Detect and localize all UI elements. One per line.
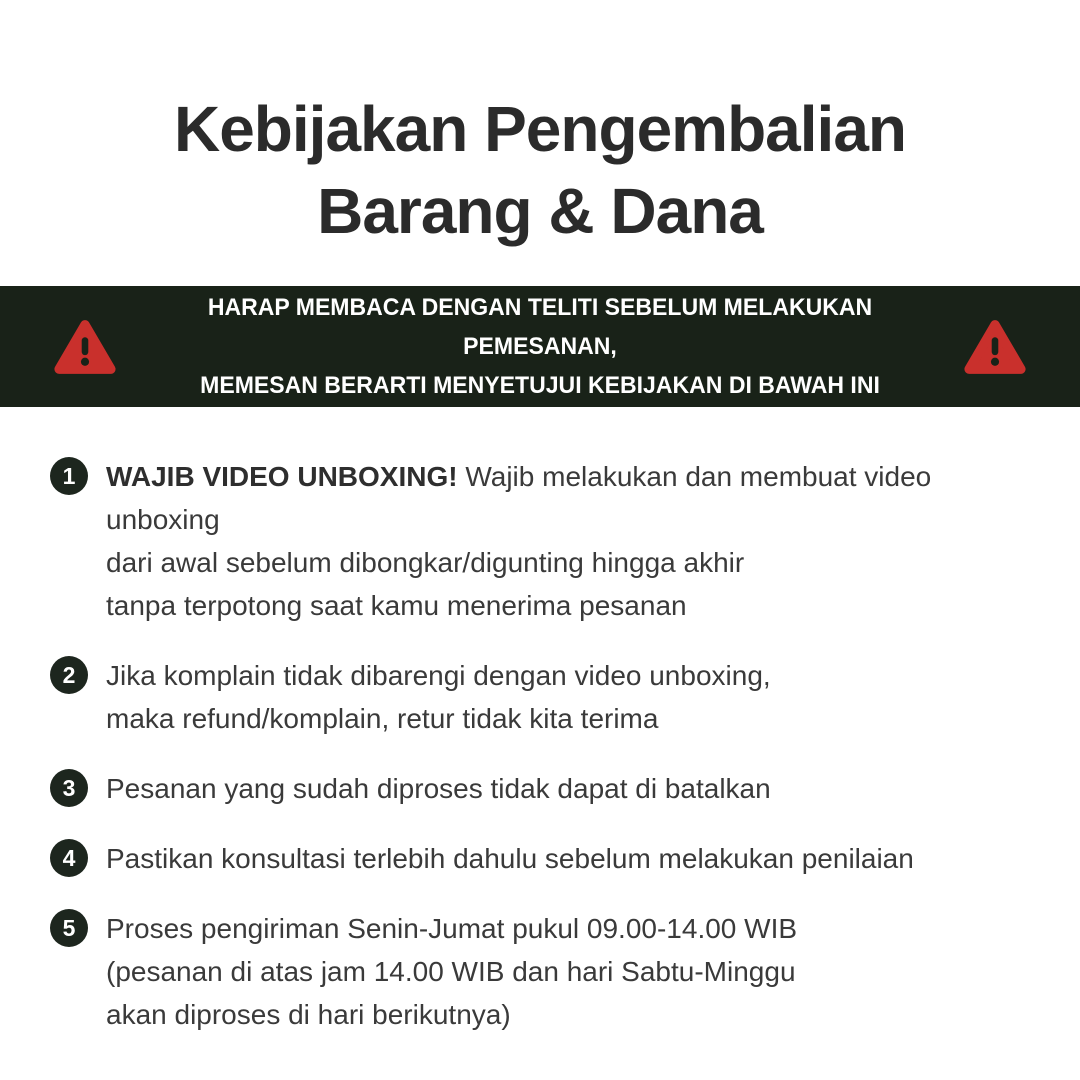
policy-item (50, 455, 1040, 627)
policy-item (50, 907, 1040, 1036)
warning-banner-text (135, 288, 945, 405)
page-title (0, 0, 1080, 252)
policy-number-badge (50, 909, 88, 947)
warning-banner-line2: MEMESAN BERARTI MENYETUJUI KEBIJAKAN DI BAWAH INI (200, 372, 880, 399)
warning-triangle-icon (962, 318, 1028, 376)
policy-text: WAJIB VIDEO UNBOXING! Wajib melakukan dan membuat video unboxing dari awal sebelum dibongkar/digunting hingga akhir tanpa terpotong saat kamu menerima pesanan (106, 461, 932, 621)
warning-banner (0, 286, 1080, 407)
warning-triangle-icon (52, 318, 118, 376)
policy-number-badge (50, 656, 88, 694)
policy-text: Pastikan konsultasi terlebih dahulu sebelum melakukan penilaian (106, 843, 914, 874)
policy-text: Pesanan yang sudah diproses tidak dapat di batalkan (106, 773, 771, 804)
policy-item (50, 837, 1040, 880)
warning-banner-line1: HARAP MEMBACA DENGAN TELITI SEBELUM MELAKUKAN PEMESANAN, (207, 294, 873, 360)
policy-number: 3 (62, 774, 76, 801)
policy-item (50, 654, 1040, 740)
policy-bold-text: WAJIB VIDEO UNBOXING! (106, 461, 458, 492)
page-title-line2: Barang & Dana (317, 175, 763, 247)
policy-text: Jika komplain tidak dibarengi dengan video unboxing, maka refund/komplain, retur tidak kita terima (106, 660, 771, 734)
policy-number-badge (50, 457, 88, 495)
policy-number-badge (50, 839, 88, 877)
policy-number: 4 (62, 844, 76, 871)
policy-number-badge (50, 769, 88, 807)
policy-list (0, 407, 1080, 1036)
policy-number: 2 (62, 661, 76, 688)
policy-number: 1 (62, 462, 76, 489)
policy-item (50, 767, 1040, 810)
policy-text: Proses pengiriman Senin-Jumat pukul 09.00-14.00 WIB (pesanan di atas jam 14.00 WIB dan hari Sabtu-Minggu akan diproses di hari berikutnya) (106, 913, 798, 1030)
page-title-line1: Kebijakan Pengembalian (173, 93, 907, 165)
policy-number: 5 (62, 914, 76, 941)
